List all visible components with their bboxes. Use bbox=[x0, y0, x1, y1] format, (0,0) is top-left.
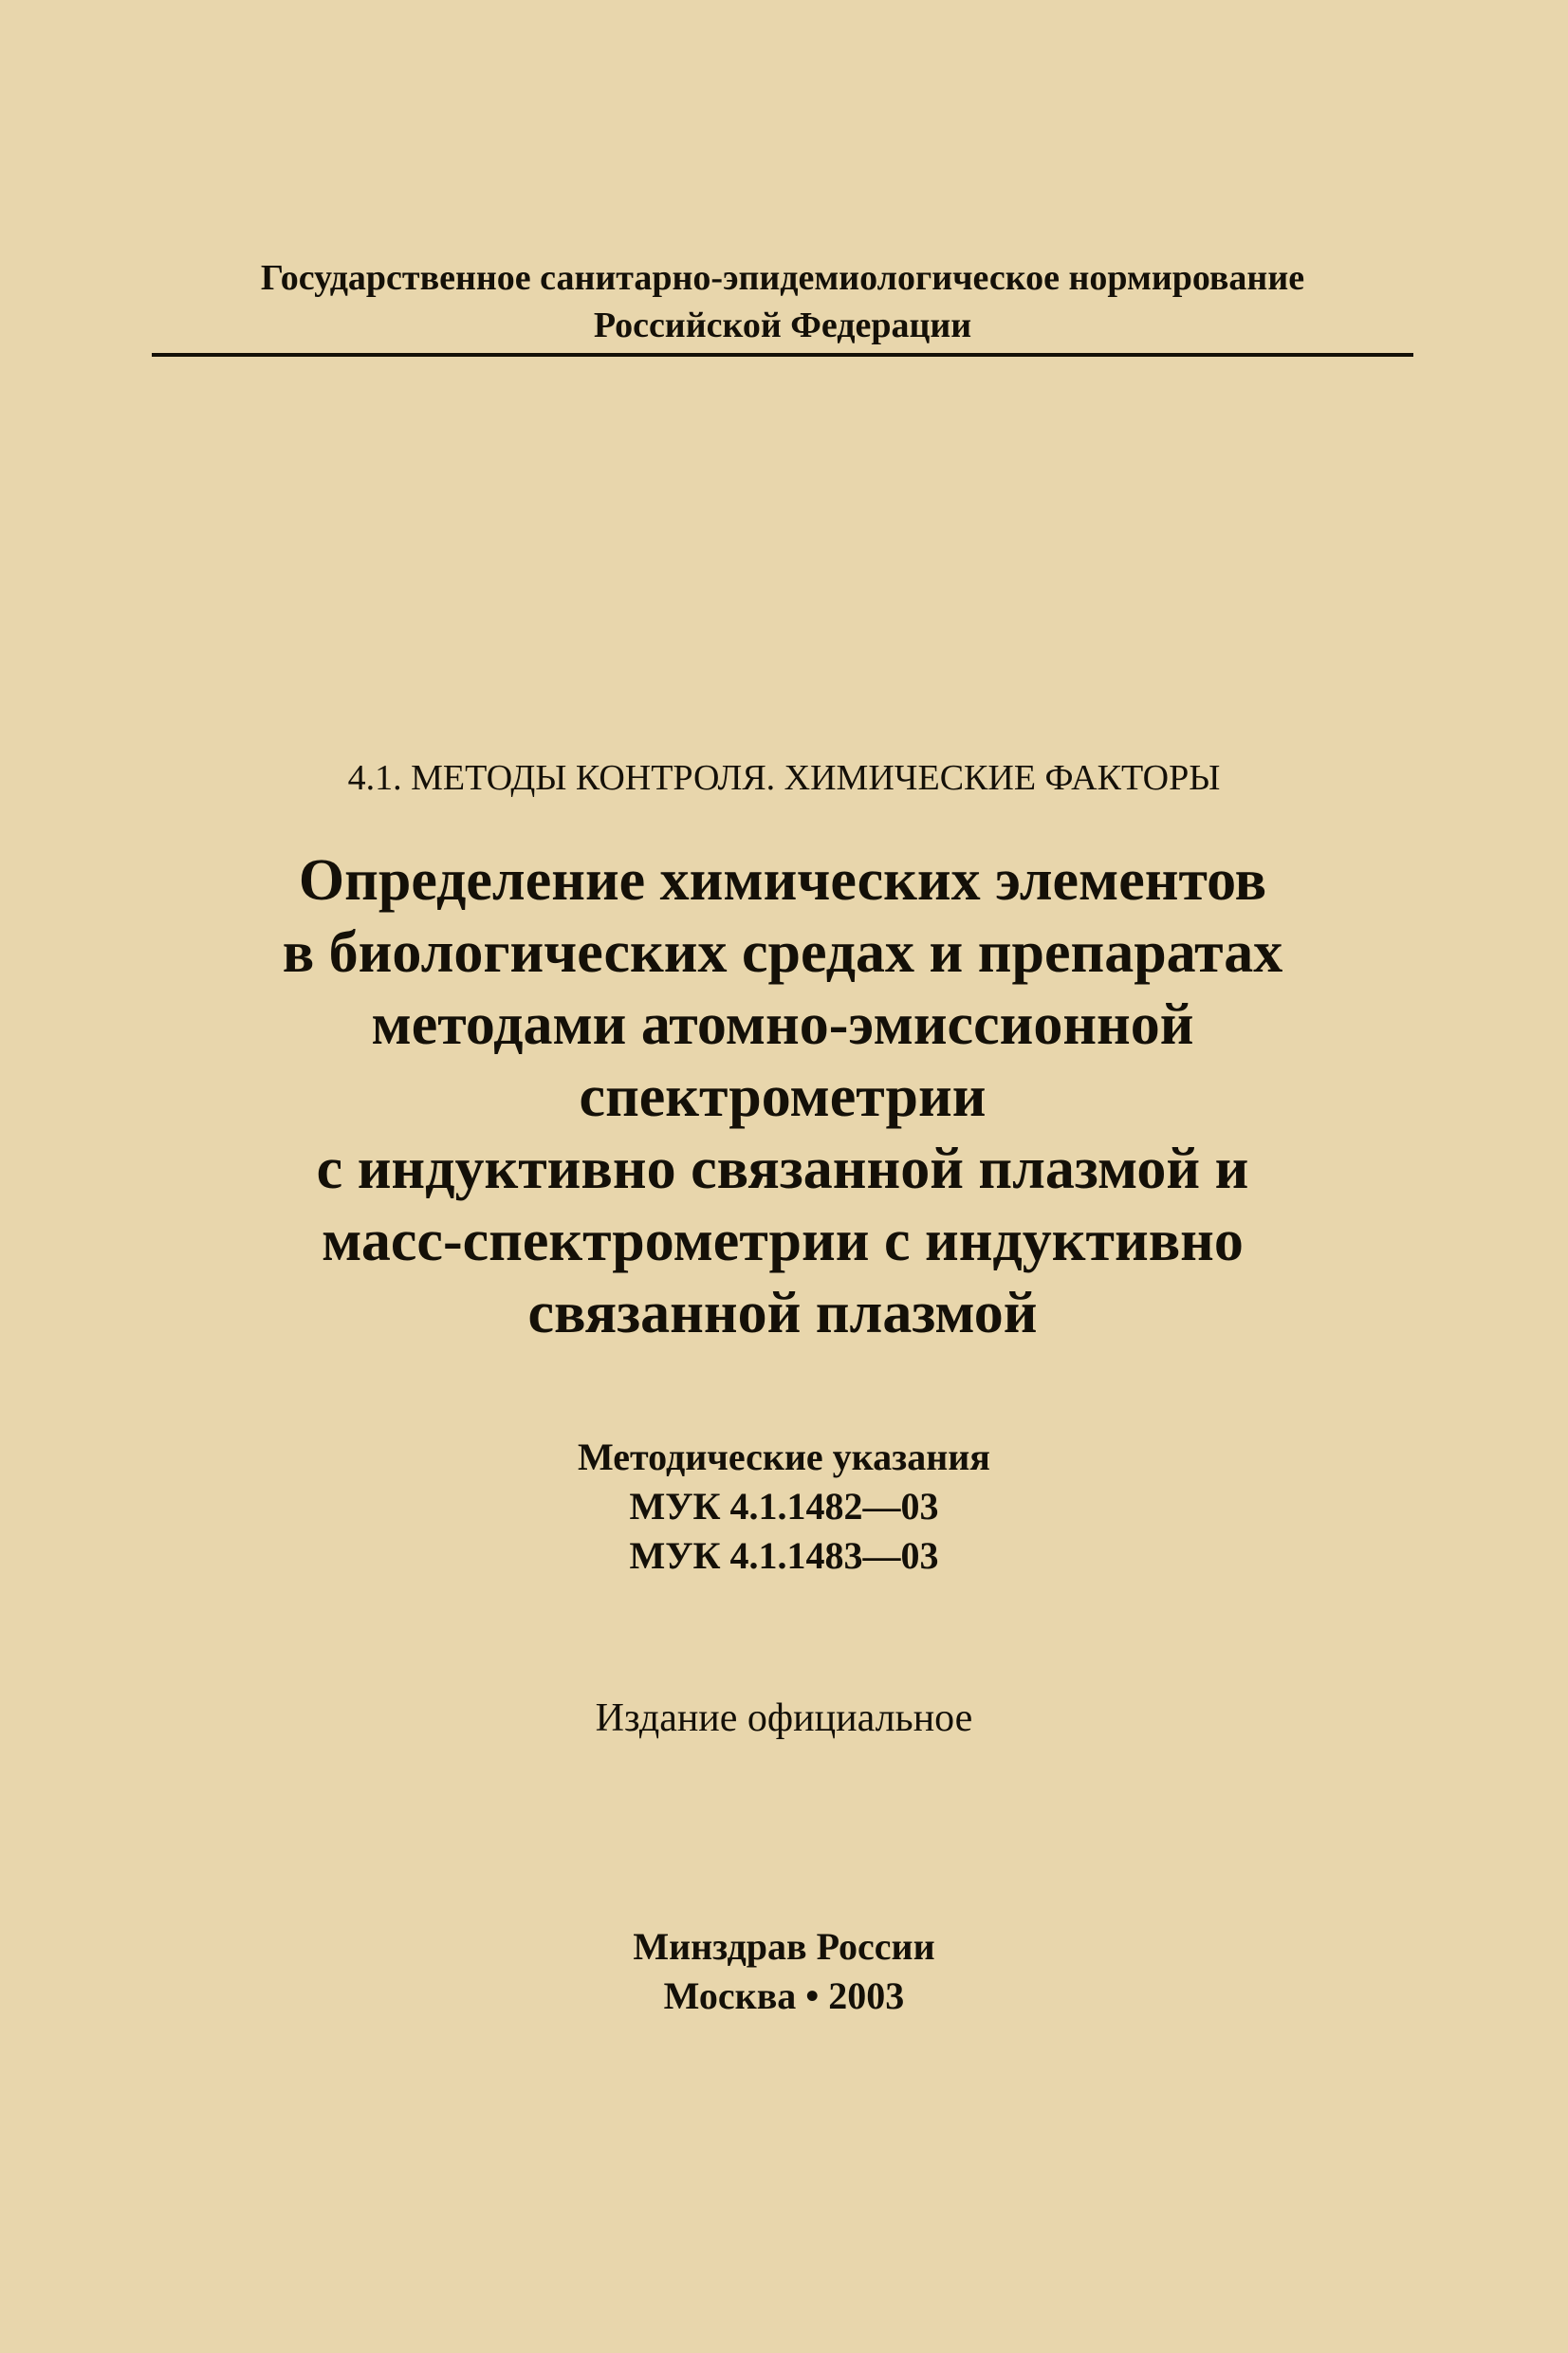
document-type: Методические указания bbox=[578, 1436, 990, 1478]
title-line-4: спектрометрии bbox=[579, 1065, 987, 1129]
title-line-2: в биологических средах и препаратах bbox=[282, 920, 1283, 985]
title-line-7: связанной плазмой bbox=[527, 1281, 1038, 1345]
header-authority bbox=[152, 254, 1413, 349]
series-heading: 4.1. МЕТОДЫ КОНТРОЛЯ. ХИМИЧЕСКИЕ ФАКТОРЫ bbox=[347, 758, 1221, 798]
title-line-6: масс-спектрометрии с индуктивно bbox=[322, 1209, 1244, 1273]
publisher-name: Минздрав России bbox=[633, 1925, 935, 1968]
header-line-2: Российской Федерации bbox=[593, 306, 972, 345]
publisher-city-year: Москва • 2003 bbox=[663, 1974, 905, 2017]
header-divider bbox=[152, 353, 1413, 357]
document-code-2: МУК 4.1.1483—03 bbox=[629, 1534, 939, 1577]
header-line-1: Государственное санитарно-эпидемиологическое нормирование bbox=[260, 258, 1305, 298]
title-line-3: методами атомно-эмиссионной bbox=[371, 992, 1194, 1057]
document-designation bbox=[0, 1433, 1568, 1581]
document-title bbox=[152, 844, 1413, 1349]
edition-note: Издание официальное bbox=[595, 1696, 973, 1740]
document-code-1: МУК 4.1.1482—03 bbox=[629, 1485, 939, 1528]
title-line-5: с индуктивно связанной плазмой и bbox=[316, 1137, 1249, 1201]
publisher-block bbox=[0, 1922, 1568, 2021]
title-line-1: Определение химических элементов bbox=[298, 848, 1267, 913]
